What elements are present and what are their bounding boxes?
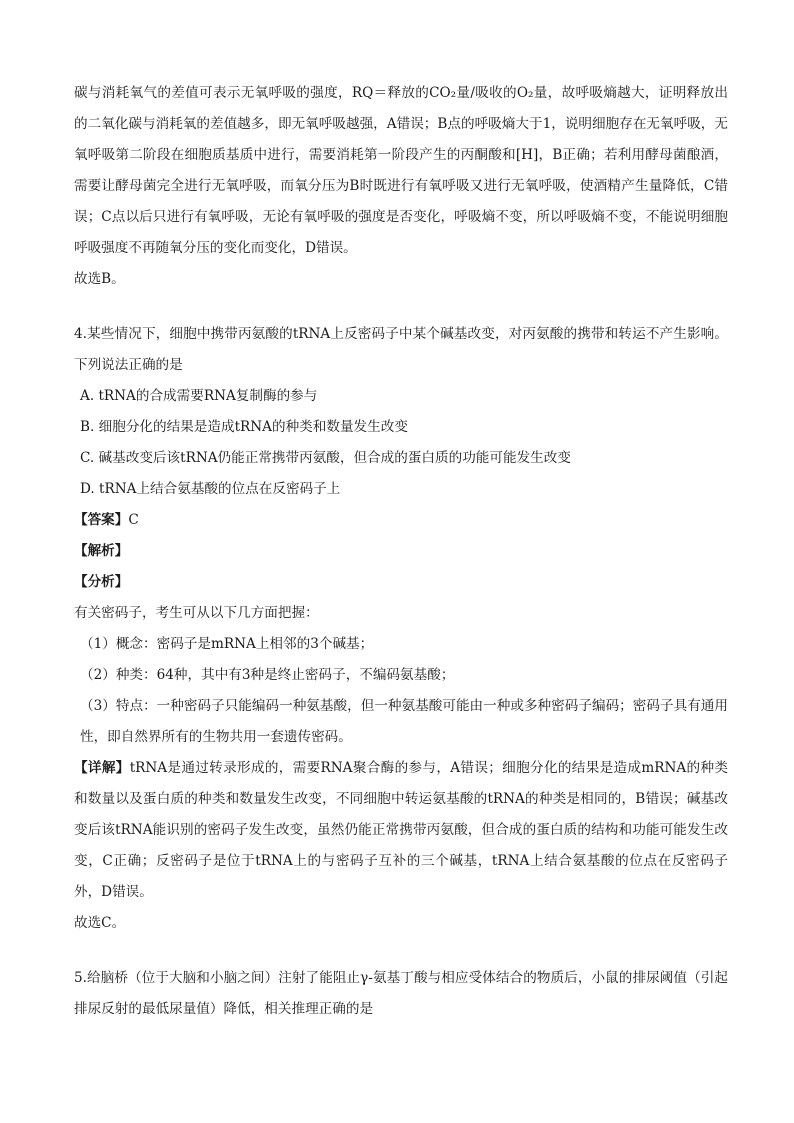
answer-line [74, 505, 728, 536]
fenxi-tag: 【分析】 [74, 574, 129, 590]
detail-text: tRNA是通过转录形成的，需要RNA聚合酶的参与，A错误；细胞分化的结果是造成mRNA的种类和数量以及蛋白质的种类和数量发生改变，不同细胞中转运氨基酸的tRNA的种类是相同的，B错误；碱基改变后该tRNA能识别的密码子发生改变，虽然仍能正常携带丙氨酸，但合成的蛋白质的结构和功能可能发生改变，C正确；反密码子是位于tRNA上的与密码子互补的三个碱基，tRNA上结合氨基酸的位点在反密码子外，D错误。 [74, 760, 728, 900]
answer-tag: 【答案】 [74, 512, 129, 528]
fenxi-point-1: （1）概念：密码子是mRNA上相邻的3个碱基； [80, 636, 374, 652]
section-gap [74, 295, 728, 319]
section-gap [74, 939, 728, 963]
fenxi-point-3: （3）特点：一种密码子只能编码一种氨基酸，但一种氨基酸可能由一种或多种密码子编码；密码子具有通用性，即自然界所有的生物共用一套遗传密码。 [80, 698, 728, 745]
question-4-option-d: D. tRNA上结合氨基酸的位点在反密码子上 [80, 481, 341, 497]
detail-tag: 【详解】 [74, 760, 130, 776]
analysis-tag: 【解析】 [74, 543, 129, 559]
question-4-option-a: A. tRNA的合成需要RNA复制酶的参与 [80, 388, 318, 404]
question-4-option-b: B. 细胞分化的结果是造成tRNA的种类和数量发生改变 [80, 419, 408, 435]
prev-analysis-paragraph: 碳与消耗氧气的差值可表示无氧呼吸的强度，RQ＝释放的CO₂量/吸收的O₂量，故呼吸熵越大，证明释放出的二氧化碳与消耗氧的差值越多，即无氧呼吸越强，A错误；B点的呼吸熵大于1，说明细胞存在无氧呼吸，无氧呼吸第二阶段在细胞质基质中进行，需要消耗第一阶段产生的丙酮酸和[H]，B正确；若利用酵母菌酿酒，需要让酵母菌完全进行无氧呼吸，而氧分压为B时既进行有氧呼吸又进行无氧呼吸，使酒精产生量降低，C错误；C点以后只进行有氧呼吸，无论有氧呼吸的强度是否变化，呼吸熵不变，所以呼吸熵不变，不能说明细胞呼吸强度不再随氧分压的变化而变化，D错误。 [74, 85, 728, 256]
fenxi-intro: 有关密码子，考生可从以下几方面把握： [74, 605, 319, 621]
answer-value: C [128, 512, 139, 528]
prev-conclusion: 故选B。 [74, 271, 125, 287]
question-4-stem: 4.某些情况下，细胞中携带丙氨酸的tRNA上反密码子中某个碱基改变，对丙氨酸的携带和转运不产生影响。下列说法正确的是 [74, 326, 728, 373]
detail-paragraph [74, 753, 728, 908]
question-5-stem: 5.给脑桥（位于大脑和小脑之间）注射了能阻止γ-氨基丁酸与相应受体结合的物质后，小鼠的排尿阈值（引起排尿反射的最低尿量值）降低，相关推理正确的是 [74, 970, 728, 1017]
question-4-conclusion: 故选C。 [74, 915, 126, 931]
question-4-option-c: C. 碱基改变后该tRNA仍能正常携带丙氨酸，但合成的蛋白质的功能可能发生改变 [80, 450, 571, 466]
fenxi-point-2: （2）种类：64种，其中有3种是终止密码子，不编码氨基酸； [80, 667, 455, 683]
document-content [74, 78, 728, 1025]
